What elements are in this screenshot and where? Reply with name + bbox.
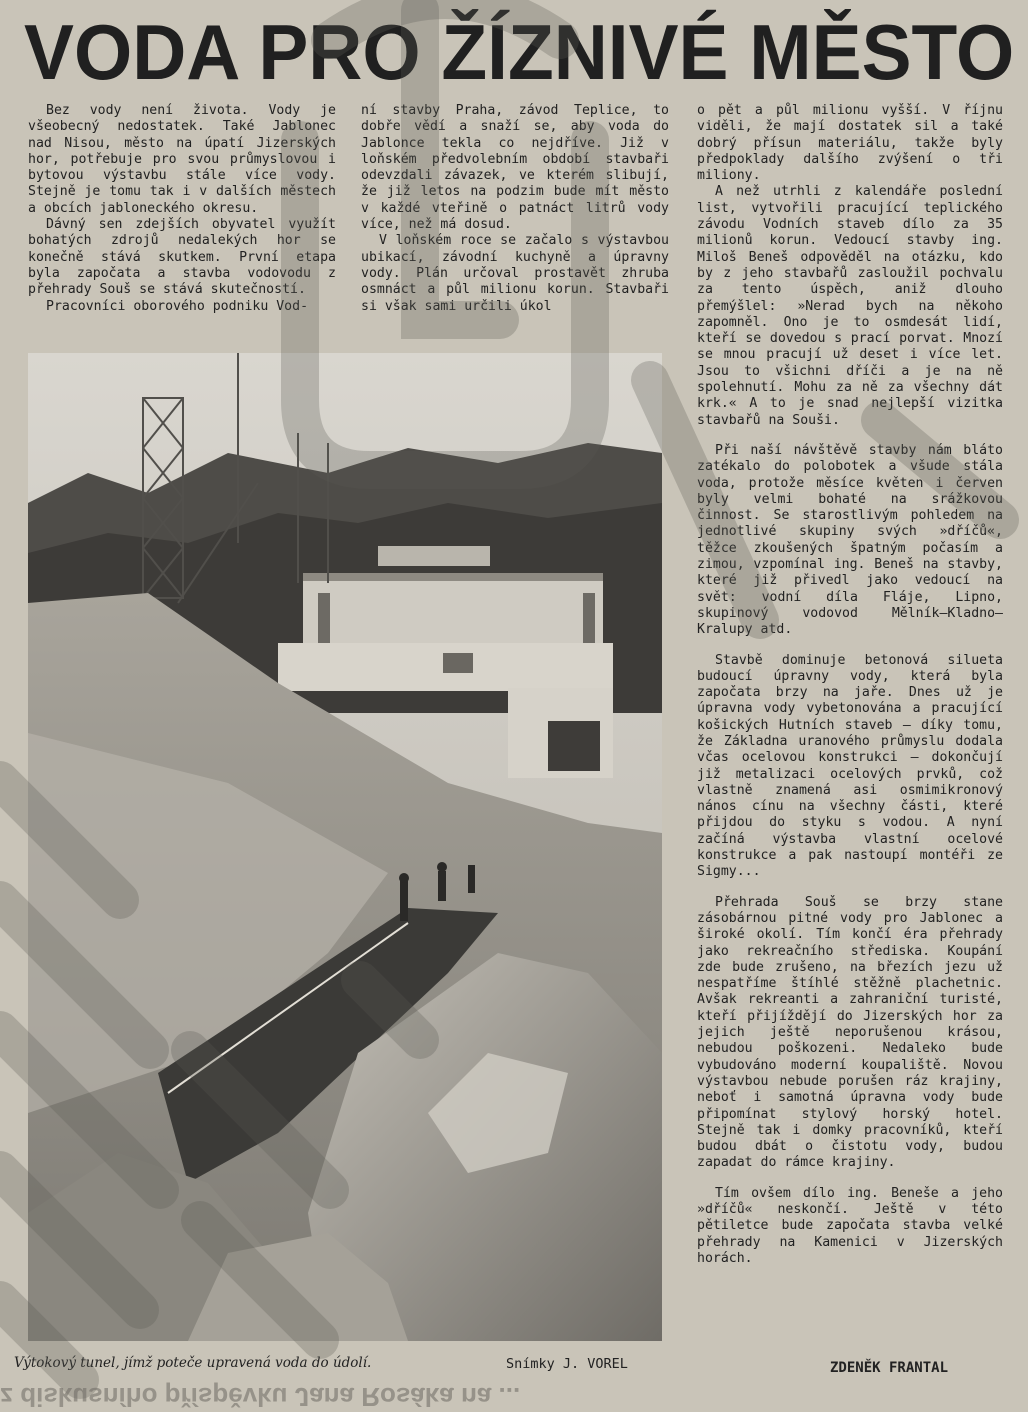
- paragraph: o pět a půl milionu vyšší. V říjnu viděli, že mají dostatek sil a také dobrý přísun materiálu, takže byly předpoklady dalšího zvýšení o tři miliony.: [697, 103, 1003, 184]
- text-column-2: [361, 103, 669, 315]
- paragraph: Stavbě dominuje betonová silueta budoucí úpravny vody, která byla započata brzy na jaře. Dnes už je úpravna vody vybetonována a pracující košických Hutních staveb — díky tomu, že Základna uranového průmyslu dodala včas ocelovou konstrukci — dokončují již metalizaci ocelových prvků, což vlastně znamená asi osmimikronový nános cínu na všechny části, které přijdou do styku s vodou. A nyní začíná výstavba vlastní ocelové konstrukce a pak nastoupí montéři ze Sigmy...: [697, 652, 1003, 880]
- paragraph: V loňském roce se začalo s výstavbou ubikací, závodní kuchyně a úpravny vody. Plán určoval prostavět zhruba osmnáct a půl milionu korun. Stavbaři si však sami určili úkol: [361, 233, 669, 314]
- photo-caption: Výtokový tunel, jímž poteče upravená voda do údolí.: [14, 1355, 372, 1371]
- paragraph: Dávný sen zdejších obyvatel využít bohatých zdrojů nedalekých hor se konečně stává skutkem. První etapa byla započata a stavba vodovodu z přehrady Souš se stává skutečností.: [28, 217, 336, 298]
- paragraph: A než utrhli z kalendáře poslední list, vytvořili pracující teplického závodu Vodních staveb dílo za 35 milionů korun. Vedoucí stavby ing. Miloš Beneš odpověděl na otázku, kdo by z jeho stavbařů zasloužil pochvalu za tento úspěch, aniž dlouho přemýšlel: »Nerad bych na někoho zapomněl. Ono je to osmdesát lidí, kteří se dovedou s prací porvat. Mnozí se mnou pracují už deset i více let. Jsou to všichni dříči a je na ně spolehnutí. Mohu za ně za všechny dát krk.« A to je snad nejlepší vizitka stavbařů na Souši.: [697, 184, 1003, 428]
- bleed-through-text: z diskusního příspěvku Jana Rosáka na ...: [0, 1382, 521, 1412]
- paragraph: Pracovníci oborového podniku Vod-: [46, 298, 309, 314]
- text-column-3: [697, 103, 1003, 1267]
- paragraph: Bez vody není života. Vody je všeobecný nedostatek. Také Jablonec nad Nisou, město na úpatí Jizerských hor, potřebuje pro svou průmyslovou i bytovou výstavbu stále více vody. Stejně je tomu tak i v dalších městech a obcích jabloneckého okresu.: [28, 103, 336, 216]
- paragraph: ní stavby Praha, závod Teplice, to dobře vědí a snaží se, aby voda do Jablonce tekla co nejdříve. Již v loňském předvolebním období stavbaři odevzdali závazek, ve kterém slibují, že již letos na podzim bude mít město v každé vteřině o patnáct litrů vody více, než má dosud.: [361, 103, 669, 233]
- paragraph: Při naší návštěvě stavby nám bláto zatékalo do polobotek a všude stála voda, protože měsíce květen i červen byly velmi bohaté na srážkovou činnost. Se starostlivým pohledem na jednotlivé skupiny svých »dříčů«, těžce zkoušených špatným počasím a zimou, vzpomínal ing. Beneš na stavby, které již přivedl jako vedoucí na svět: vodní díla Fláje, Lipno, skupinový vodovod Mělník—Kladno—Kralupy atd.: [697, 442, 1003, 638]
- photo-illustration: [28, 353, 662, 1341]
- paragraph: Tím ovšem dílo ing. Beneše a jeho »dříčů« neskončí. Ještě v této pětiletce bude započata stavba velké přehrady na Kamenici v Jizerských horách.: [697, 1185, 1003, 1266]
- paragraph: Přehrada Souš se brzy stane zásobárnou pitné vody pro Jablonec a široké okolí. Tím končí éra přehrady jako rekreačního střediska. Koupání zde bude zrušeno, na březích jezu už nespatříme štíhlé stěžně plachetnic. Avšak rekreanti a zahraniční turisté, kteří přijíždějí do Jizerských hor za jejich ještě neporušenou krásou, nebudou poškozeni. Nedaleko bude vybudováno moderní koupaliště. Novou výstavbou nebude porušen ráz krajiny, neboť i samotná úpravna vody bude připomínat stylový horský hotel. Stejně tak i domky pracovníků, kteří budou dbát o čistotu vody, budou zapadat do rámce krajiny.: [697, 894, 1003, 1171]
- photo-credit: Snímky J. VOREL: [506, 1356, 628, 1372]
- author-byline: ZDENĚK FRANTAL: [830, 1360, 949, 1376]
- construction-photo: [28, 353, 662, 1341]
- text-column-1: [28, 103, 336, 315]
- headline: VODA PRO ŽÍZNIVÉ MĚSTO: [24, 8, 1015, 96]
